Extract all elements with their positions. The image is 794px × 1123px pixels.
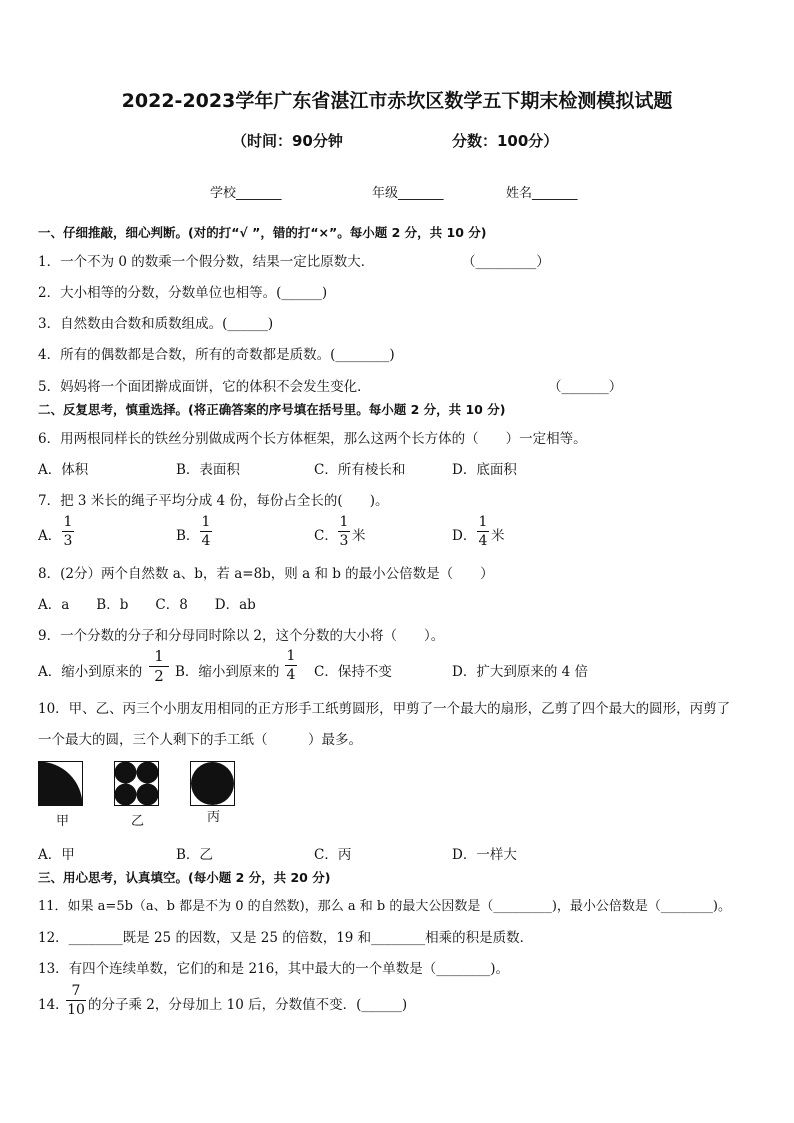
fraction-denominator: 4 (286, 667, 296, 683)
q6-option-a: A．体积 (38, 462, 89, 478)
fraction-numerator: 7 (71, 983, 81, 999)
q7-option-b-fraction (200, 514, 212, 549)
q7-option-c-unit: 米 (352, 528, 366, 544)
q6-option-c: C．所有棱长和 (314, 462, 406, 478)
fraction-bar (338, 531, 350, 532)
figure-caption-yi: 乙 (131, 814, 145, 829)
q9-option-d: D．扩大到原来的 4 倍 (452, 664, 588, 680)
q10-option-a: A．甲 (38, 847, 75, 863)
q7-option-c-fraction (338, 514, 350, 549)
fraction-numerator: 1 (201, 514, 211, 530)
q10-option-d: D．一样大 (452, 847, 517, 863)
exam-time: （时间：90分钟 (232, 132, 343, 150)
question-7: 7．把 3 米长的绳子平均分成 4 份，每份占全长的( )。 (38, 493, 389, 509)
question-3: 3．自然数由合数和质数组成。(______) (38, 316, 274, 332)
q10-option-c: C．丙 (314, 847, 352, 863)
fraction-bar (285, 665, 297, 666)
q6-option-d: D．底面积 (452, 462, 517, 478)
question-6: 6．用两根同样长的铁丝分别做成两个长方体框架，那么这两个长方体的（ ）一定相等。 (38, 431, 587, 447)
fraction-numerator: 1 (286, 648, 296, 664)
figure-jia-quarter-circle (38, 761, 84, 807)
question-10-line-2: 一个最大的圆，三个人剩下的手工纸（ ）最多。 (38, 732, 362, 748)
fraction-bar (477, 531, 489, 532)
fraction-denominator: 3 (63, 533, 73, 549)
question-5: 5．妈妈将一个面团擀成面饼，它的体积不会发生变化． (38, 379, 371, 395)
section-1-heading: 一、仔细推敲，细心判断。(对的打“√ ”，错的打“×”。每小题 2 分，共 10 分) (38, 225, 487, 240)
question-8: 8．(2分）两个自然数 a、b，若 a=8b，则 a 和 b 的最小公倍数是（ ） (38, 566, 494, 582)
fraction-numerator: 1 (63, 514, 73, 530)
q14-fraction (66, 983, 86, 1018)
fraction-denominator: 10 (67, 1002, 85, 1018)
name-field: 姓名_______ (506, 186, 578, 201)
question-11: 11．如果 a=5b（a、b 都是不为 0 的自然数)，那么 a 和 b 的最大公因数是（_________)，最小公倍数是（________)。 (38, 899, 731, 914)
fraction-denominator: 4 (478, 533, 488, 549)
q7-option-a-label: A． (38, 528, 62, 544)
q7-option-d-label: D． (452, 528, 477, 544)
question-1: 1．一个不为 0 的数乘一个假分数，结果一定比原数大． (38, 254, 375, 270)
fraction-numerator: 1 (154, 647, 164, 665)
question-13: 13．有四个连续单数，它们的和是 216，其中最大的一个单数是（________)。 (38, 961, 510, 977)
fraction-denominator: 2 (154, 667, 164, 685)
page-title: 2022-2023学年广东省湛江市赤坎区数学五下期末检测模拟试题 (121, 90, 673, 112)
question-12: 12．________既是 25 的因数，又是 25 的倍数，19 和________相乘的积是质数． (38, 930, 534, 946)
question-9: 9．一个分数的分子和分母同时除以 2，这个分数的大小将（ ）。 (38, 628, 445, 644)
figure-caption-jia: 甲 (56, 814, 70, 829)
fraction-bar (66, 1000, 86, 1001)
question-5-blank: （_______） (548, 379, 623, 395)
section-2-heading: 二、反复思考，慎重选择。(将正确答案的序号填在括号里。每小题 2 分，共 10 分) (38, 402, 506, 417)
fraction-numerator: 1 (339, 514, 349, 530)
q9-option-a-fraction (149, 648, 169, 685)
question-2: 2．大小相等的分数，分数单位也相等。(______) (38, 285, 328, 301)
question-14: 的分子乘 2，分母加上 10 后，分数值不变．(______) (88, 997, 408, 1013)
q6-option-b: B．表面积 (176, 462, 240, 478)
question-14-prefix: 14． (38, 997, 69, 1013)
grade-field: 年级_______ (372, 186, 444, 201)
question-4: 4．所有的偶数都是合数，所有的奇数都是质数。(________) (38, 347, 395, 363)
figure-bing-circle (190, 761, 236, 807)
q9-option-a: A．缩小到原来的 (38, 664, 143, 680)
q7-option-d-fraction (477, 514, 489, 549)
fraction-bar (200, 531, 212, 532)
fraction-bar (62, 531, 74, 532)
q9-option-b-fraction (285, 648, 297, 683)
fraction-denominator: 4 (201, 533, 211, 549)
question-10-line-1: 10．甲、乙、丙三个小朋友用相同的正方形手工纸剪圆形，甲剪了一个最大的扇形，乙剪了四个最大的圆形，丙剪了 (38, 701, 731, 717)
fraction-numerator: 1 (478, 514, 488, 530)
q7-option-a-fraction (62, 514, 74, 549)
section-3-heading: 三、用心思考，认真填空。(每小题 2 分，共 20 分) (38, 870, 331, 885)
q10-option-b: B．乙 (176, 847, 213, 863)
school-field: 学校_______ (210, 186, 282, 201)
q7-option-b-label: B． (176, 528, 200, 544)
q9-option-b: B．缩小到原来的 (175, 664, 280, 680)
q8-options: A．a B．b C．8 D．ab (38, 597, 256, 613)
q9-option-c: C．保持不变 (314, 664, 392, 680)
figure-caption-bing: 丙 (207, 810, 221, 825)
figure-yi-four-circles (114, 761, 160, 807)
fraction-denominator: 3 (339, 533, 349, 549)
q7-option-c-label: C． (314, 528, 338, 544)
question-1-blank: （_________） (462, 254, 550, 270)
q7-option-d-unit: 米 (491, 528, 505, 544)
exam-score: 分数：100分） (452, 132, 559, 150)
